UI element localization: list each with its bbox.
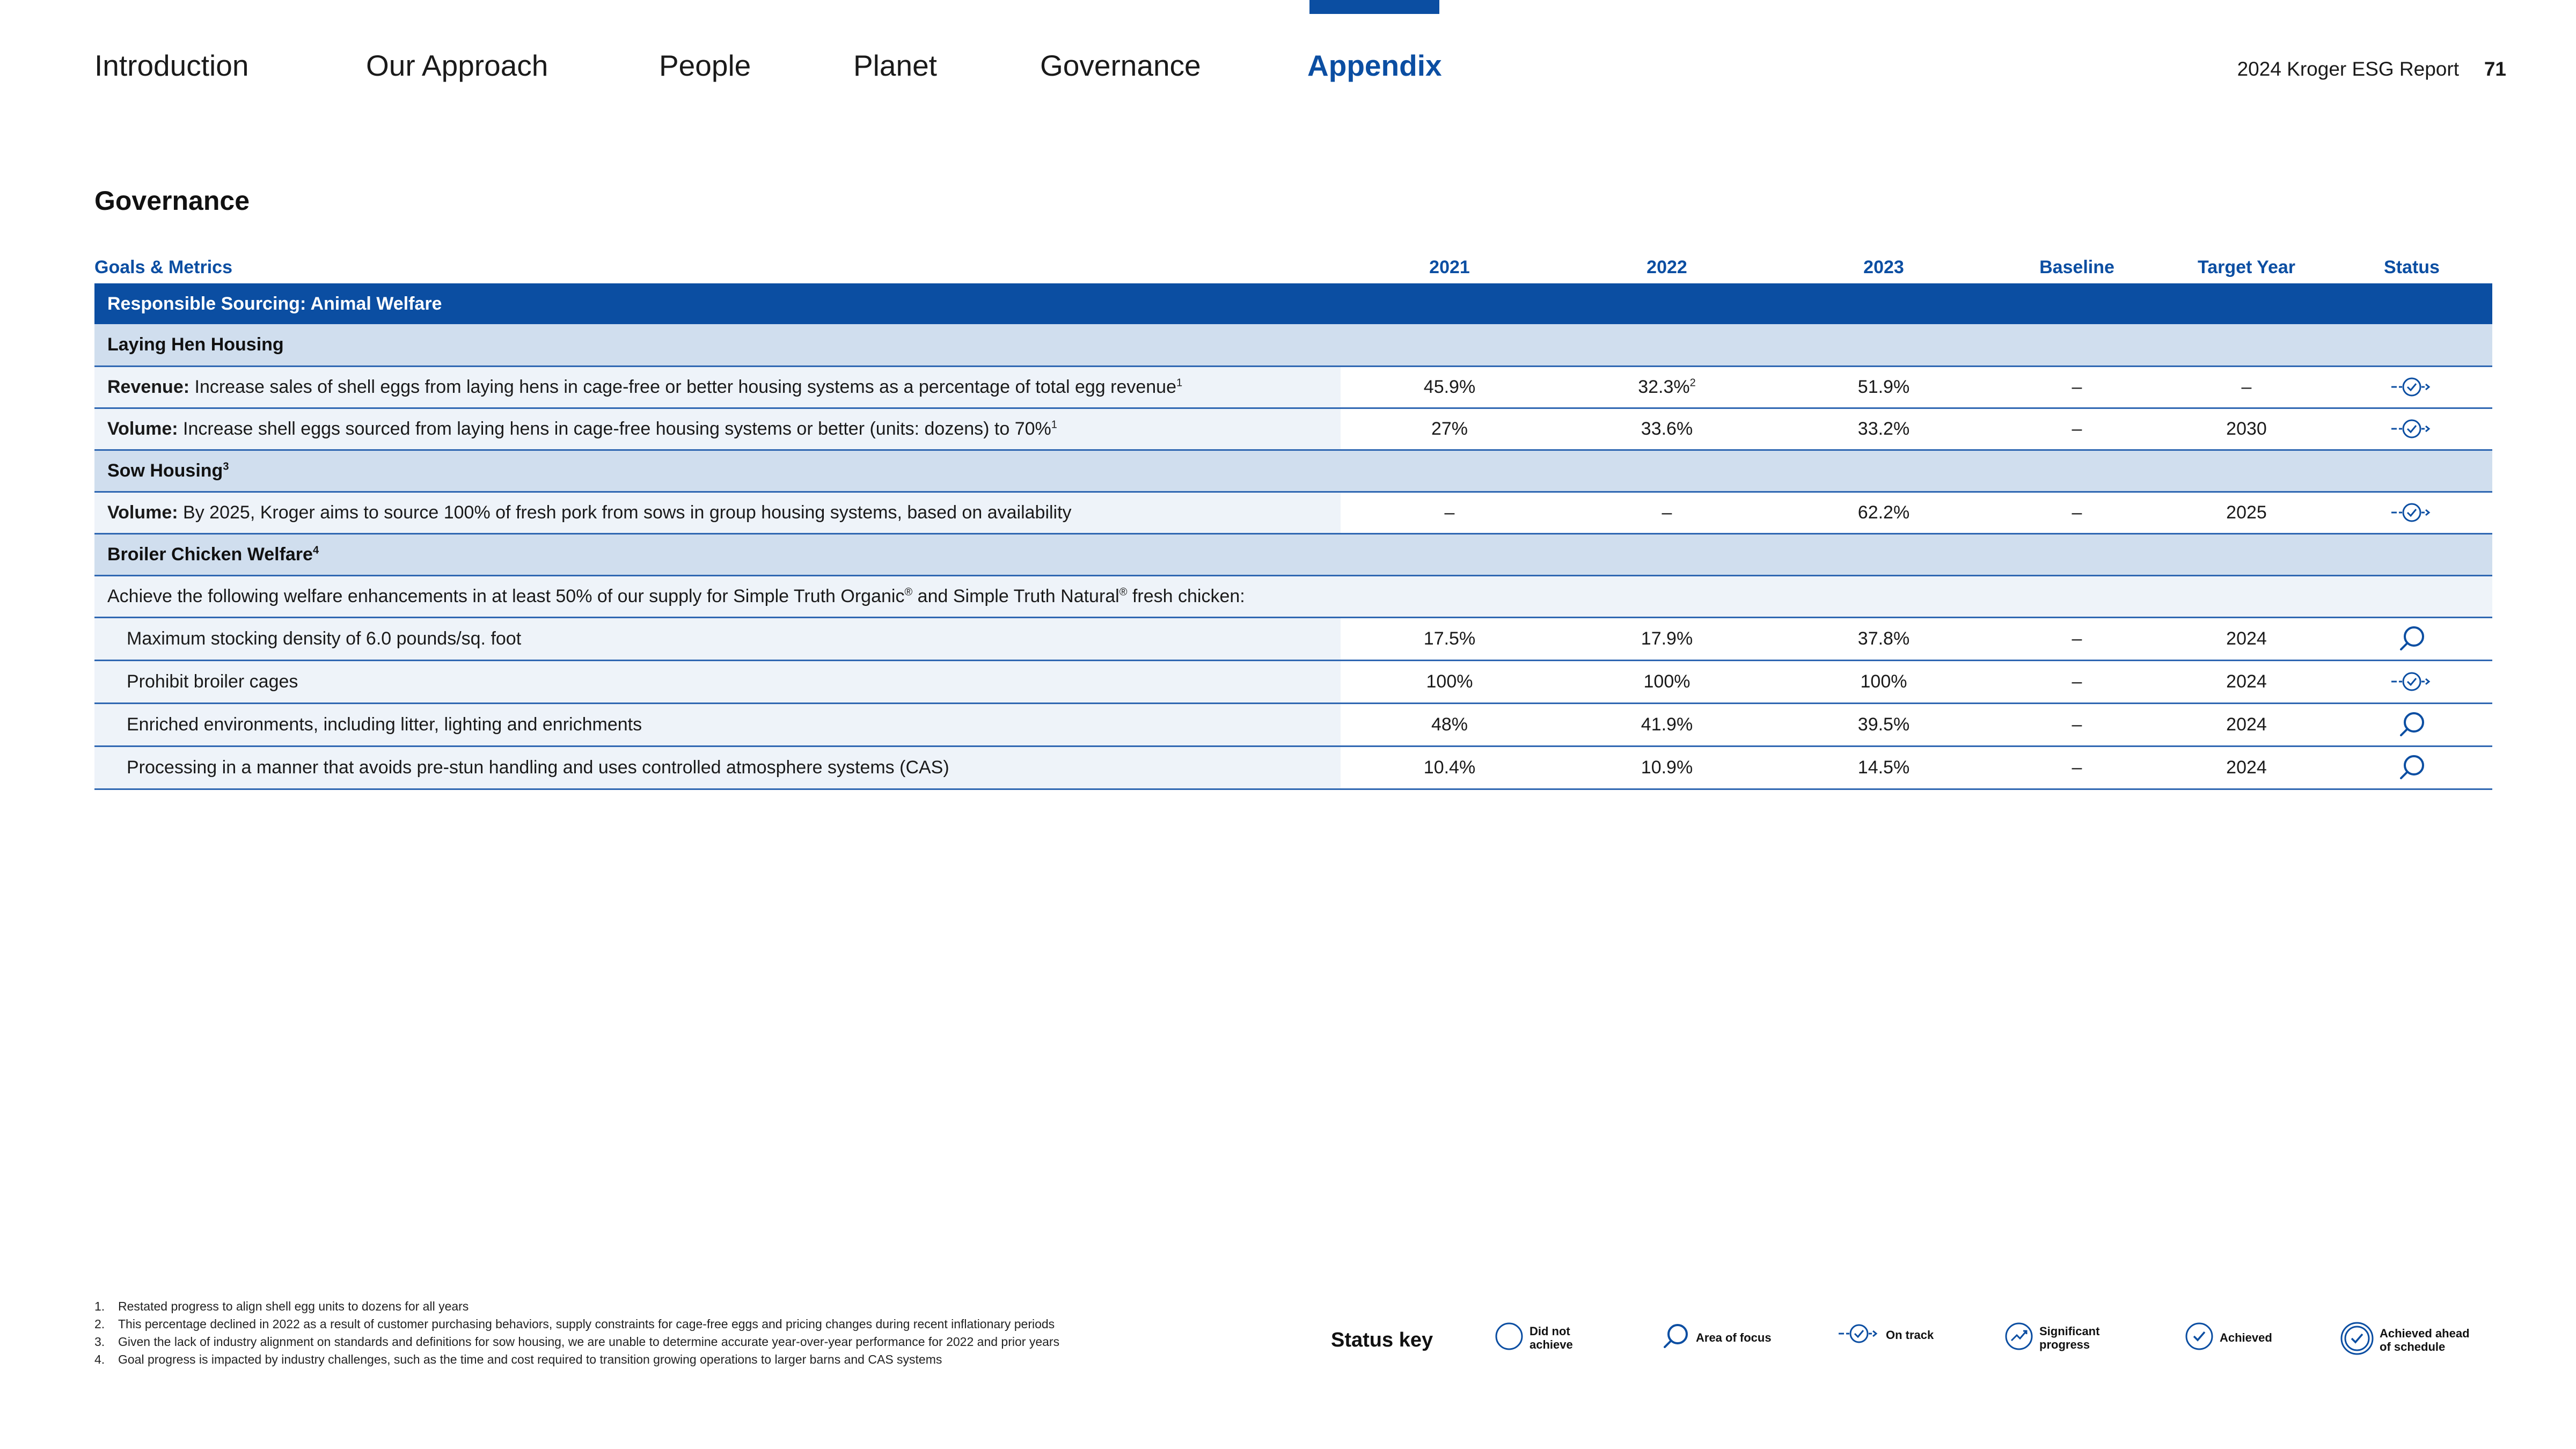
registered-mark: ® (904, 586, 913, 598)
metric-text: By 2025, Kroger aims to source 100% of fresh pork from sows in group housing systems, based on availability (178, 502, 1072, 523)
footnotes (94, 1298, 1275, 1368)
nav-introduction[interactable]: Introduction (94, 49, 249, 82)
footnote-number: 4. (94, 1352, 105, 1366)
value-target: 2024 (2162, 617, 2331, 660)
metric-cell (94, 408, 1341, 450)
section-title: Governance (94, 186, 250, 216)
value-2022: 32.3% (1638, 376, 1690, 397)
status-key-label: Area of focus (1696, 1331, 1772, 1344)
footnote-text: Given the lack of industry alignment on standards and definitions for sow housing, we are unable to determine accurate year-over-year performance for 2022 and prior years (118, 1335, 1060, 1349)
goals-metrics-table (94, 251, 2492, 790)
value-2021: 48% (1341, 703, 1558, 746)
status-key-label: Achieved ahead of schedule (2380, 1326, 2470, 1353)
heading-text: Broiler Chicken Welfare (107, 544, 313, 565)
achieved-ahead-icon (2340, 1321, 2374, 1358)
footnote-ref: 4 (312, 544, 319, 557)
value-2023: 39.5% (1775, 703, 1992, 746)
value-2021: 45.9% (1341, 366, 1558, 408)
footnote (94, 1315, 1275, 1333)
value-baseline: – (1992, 617, 2162, 660)
status-key-label: On track (1886, 1328, 1934, 1342)
metric-label: Volume: (107, 502, 178, 523)
footnote-ref: 1 (1051, 419, 1057, 431)
footnote-text: Goal progress is impacted by industry challenges, such as the time and cost required to transition growing operations to larger barns and CAS systems (118, 1352, 942, 1366)
status-cell (2331, 703, 2492, 746)
on-track-icon (1838, 1321, 1880, 1349)
status-key-label: Achieved (2220, 1331, 2272, 1344)
table-row (94, 366, 2492, 408)
status-cell (2331, 746, 2492, 789)
report-title: 2024 Kroger ESG Report (2237, 58, 2459, 80)
status-key-item (2184, 1321, 2272, 1354)
area-of-focus-icon (2397, 709, 2427, 740)
status-cell (2331, 660, 2492, 703)
table-header-row (94, 251, 2492, 283)
value-target: 2025 (2162, 492, 2331, 533)
metric-cell (94, 366, 1341, 408)
value-2021: 27% (1341, 408, 1558, 450)
value-target: 2024 (2162, 746, 2331, 789)
on-track-icon (2390, 500, 2433, 525)
on-track-icon (2390, 416, 2433, 441)
nav-our-approach[interactable]: Our Approach (366, 49, 548, 82)
area-of-focus-icon (2397, 624, 2427, 654)
value-2023: 100% (1775, 660, 1992, 703)
sow-housing-heading (94, 450, 2492, 492)
nav-governance[interactable]: Governance (1040, 49, 1201, 82)
metric-text: Increase shell eggs sourced from laying hens in cage-free housing systems or better (units: dozens) to 70% (178, 418, 1051, 439)
value-2021: 17.5% (1341, 617, 1558, 660)
note-text: fresh chicken: (1127, 586, 1245, 606)
status-key-label: Did not achieve (1529, 1324, 1573, 1351)
metric-label: Enriched environments, including litter, lighting and enrichments (94, 703, 1341, 746)
value-2023: 37.8% (1775, 617, 1992, 660)
header-target-year: Target Year (2197, 257, 2296, 277)
page-number: 71 (2484, 58, 2506, 80)
value-2022: 17.9% (1558, 617, 1775, 660)
value-2022: – (1558, 492, 1775, 533)
category-row (94, 283, 2492, 324)
laying-hen-heading: Laying Hen Housing (94, 324, 2492, 366)
nav-appendix[interactable]: Appendix (1307, 49, 1442, 82)
status-key-label: Significant progress (2039, 1324, 2100, 1351)
active-tab-indicator (1309, 0, 1439, 14)
table-row (94, 617, 2492, 660)
table-row (94, 703, 2492, 746)
footnote-text: Restated progress to align shell egg units to dozens for all years (118, 1299, 469, 1313)
broiler-note (94, 575, 2492, 617)
footnote-ref: 3 (223, 460, 229, 473)
metric-label: Maximum stocking density of 6.0 pounds/sq. foot (94, 617, 1341, 660)
value-baseline: – (1992, 492, 2162, 533)
table-row (94, 408, 2492, 450)
header-2023: 2023 (1863, 257, 1904, 277)
value-2022-cell (1558, 366, 1775, 408)
value-2022: 10.9% (1558, 746, 1775, 789)
status-key-item (2340, 1321, 2470, 1358)
status-key-title: Status key (1331, 1329, 1433, 1351)
significant-progress-icon (2004, 1321, 2034, 1354)
achieved-icon (2184, 1321, 2214, 1354)
status-key-item (2004, 1321, 2099, 1354)
value-baseline: – (1992, 703, 2162, 746)
metric-label: Revenue: (107, 376, 190, 397)
category-label: Responsible Sourcing: Animal Welfare (94, 283, 2492, 324)
value-2022: 100% (1558, 660, 1775, 703)
footnote-text: This percentage declined in 2022 as a result of customer purchasing behaviors, supply constraints for cage-free eggs and pricing changes during recent inflationary periods (118, 1317, 1055, 1331)
nav-planet[interactable]: Planet (853, 49, 937, 82)
nav-people[interactable]: People (659, 49, 751, 82)
value-2021: 100% (1341, 660, 1558, 703)
footnote-number: 2. (94, 1317, 105, 1331)
value-2022: 33.6% (1558, 408, 1775, 450)
metric-label: Prohibit broiler cages (94, 660, 1341, 703)
header-2021: 2021 (1429, 257, 1470, 277)
header-status: Status (2384, 257, 2440, 277)
value-baseline: – (1992, 408, 2162, 450)
table-row (94, 660, 2492, 703)
header-baseline: Baseline (2039, 257, 2114, 277)
subheading-row (94, 324, 2492, 366)
value-2023: 51.9% (1775, 366, 1992, 408)
subheading-row (94, 533, 2492, 575)
did-not-achieve-icon (1494, 1321, 1524, 1354)
note-text: and Simple Truth Natural (912, 586, 1119, 606)
status-cell (2331, 408, 2492, 450)
table-row (94, 492, 2492, 533)
footnote-number: 1. (94, 1299, 105, 1313)
footnote (94, 1351, 1275, 1368)
value-baseline: – (1992, 746, 2162, 789)
value-target: – (2162, 366, 2331, 408)
footnote-ref: 2 (1689, 377, 1696, 389)
status-key-item (1838, 1321, 1934, 1349)
value-target: 2024 (2162, 703, 2331, 746)
metric-label: Volume: (107, 418, 178, 439)
header-2022: 2022 (1646, 257, 1687, 277)
value-target: 2024 (2162, 660, 2331, 703)
broiler-heading (94, 533, 2492, 575)
note-text: Achieve the following welfare enhancements in at least 50% of our supply for Simple Truth Organic (107, 586, 905, 606)
value-baseline: – (1992, 660, 2162, 703)
value-2023: 33.2% (1775, 408, 1992, 450)
status-key-item (1660, 1321, 1772, 1354)
metric-label: Processing in a manner that avoids pre-stun handling and uses controlled atmosphere systems (CAS) (94, 746, 1341, 789)
value-2022: 41.9% (1558, 703, 1775, 746)
top-navigation (0, 0, 2576, 107)
registered-mark: ® (1119, 586, 1128, 598)
value-2021: – (1341, 492, 1558, 533)
footnote-number: 3. (94, 1335, 105, 1349)
broiler-note-row (94, 575, 2492, 617)
value-2023: 62.2% (1775, 492, 1992, 533)
status-key (1331, 1315, 2496, 1368)
status-cell (2331, 492, 2492, 533)
metric-text: Increase sales of shell eggs from laying hens in cage-free or better housing systems as a percentage of total egg revenue (189, 376, 1177, 397)
area-of-focus-icon (2397, 752, 2427, 782)
status-cell (2331, 366, 2492, 408)
footnote (94, 1333, 1275, 1351)
value-2021: 10.4% (1341, 746, 1558, 789)
on-track-icon (2390, 375, 2433, 399)
header-goals-metrics: Goals & Metrics (94, 257, 232, 277)
on-track-icon (2390, 669, 2433, 694)
value-baseline: – (1992, 366, 2162, 408)
subheading-row (94, 450, 2492, 492)
heading-text: Sow Housing (107, 460, 223, 481)
value-target: 2030 (2162, 408, 2331, 450)
table-row (94, 746, 2492, 789)
footnote (94, 1298, 1275, 1315)
status-cell (2331, 617, 2492, 660)
metric-cell (94, 492, 1341, 533)
status-key-item (1494, 1321, 1573, 1354)
footnote-ref: 1 (1176, 377, 1183, 389)
value-2023: 14.5% (1775, 746, 1992, 789)
area-of-focus-icon (1660, 1321, 1690, 1354)
